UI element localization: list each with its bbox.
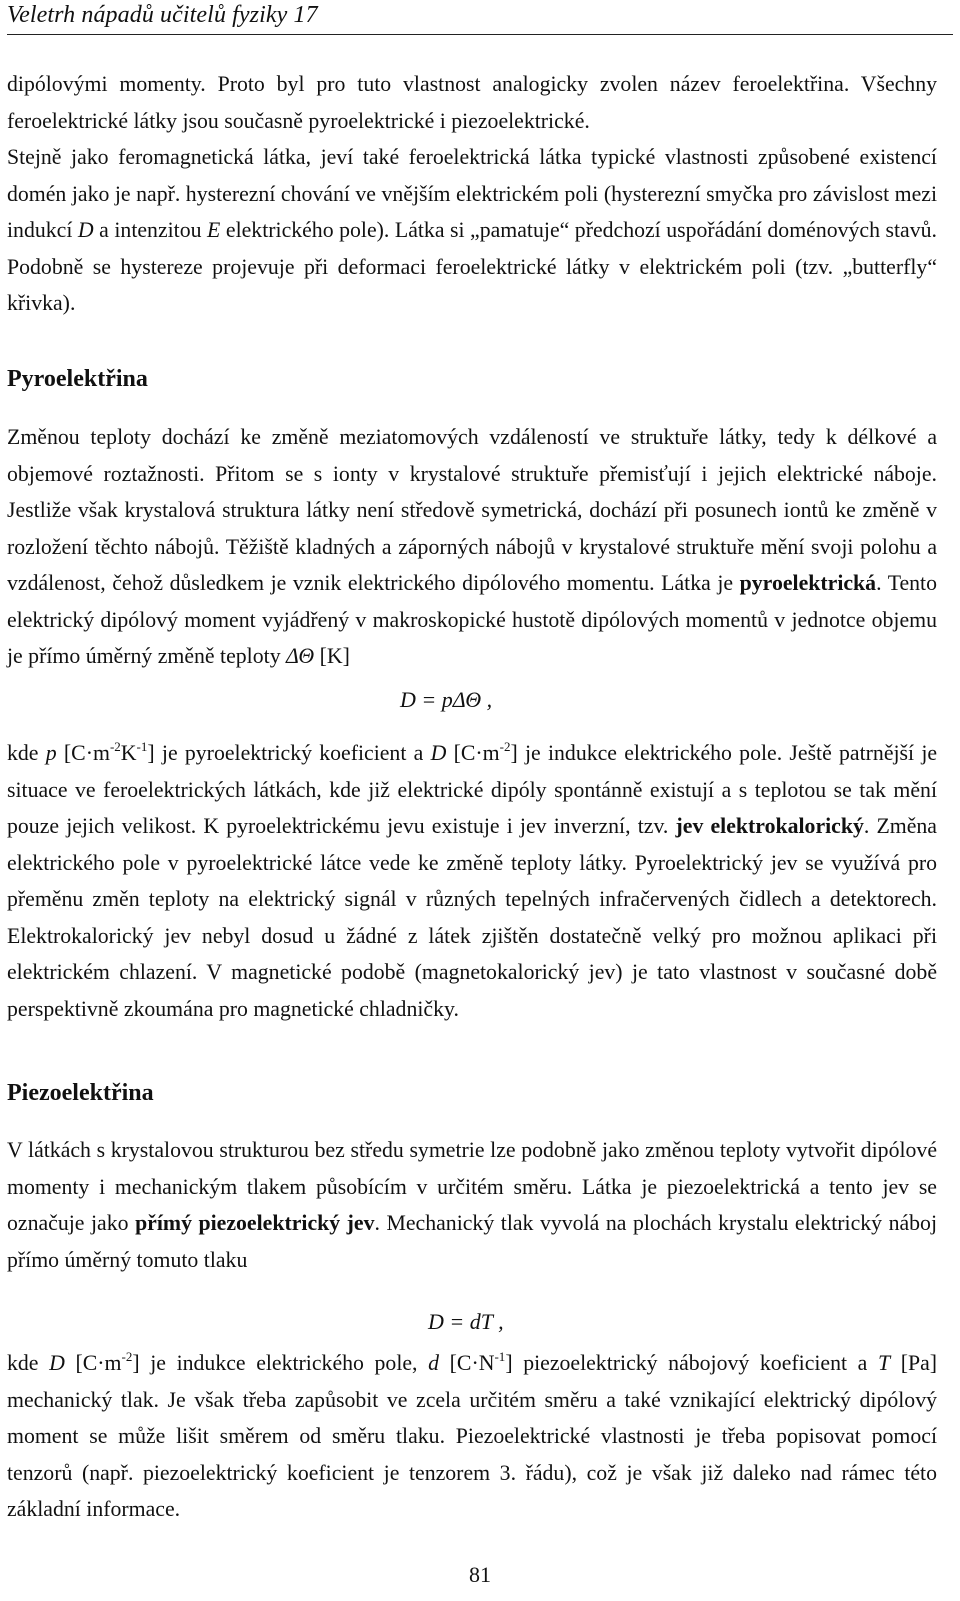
page-number: 81 [469, 1562, 491, 1587]
symbol-D: D [77, 218, 94, 242]
section-heading-piezoelektrina: Piezoelektřina [7, 1080, 154, 1106]
symbol-delta-theta: ΔΘ [286, 644, 315, 668]
running-title: Veletrh nápadů učitelů fyziky 17 [7, 2, 318, 28]
term-primy-piezoelektricky-jev: přímý piezoelektrický jev [135, 1211, 375, 1235]
intro-paragraph-1: dipólovými momenty. Proto byl pro tuto vlastnost analogicky zvolen název feroelektřina. Všechny feroelektrické látky jsou současně pyroelektrické i piezoelektrické. [7, 72, 937, 133]
piezo-paragraph-2: kde D $[C\cdot m^{-2}]$ je indukce elektrického pole, d $[C\cdot N^{-1}]$ piezoelektrický nábojový koeficient a T [Pa] mechanický tlak. Je však třeba zapůsobit ve zcela určitém směru a také vznikající elektrický dipólový moment se může lišit směrem od směru tlaku. Piezoelektrické vlastnosti je třeba popisovat pomocí tenzorů (např. piezoelektrický koeficient je tenzorem 3. řádu), což je však již daleko nad rámec této základní informace. [7, 1349, 938, 1521]
section-heading-pyroelektrina: Pyroelektřina [7, 366, 148, 392]
intro-text [7, 66, 937, 322]
equation-piezoelectric: D = dT , [428, 1309, 504, 1334]
term-jev-elektrokaloricky: jev elektrokalorický [675, 814, 864, 838]
term-pyroelektricka: pyroelektrická [739, 571, 877, 595]
intro-paragraph-2: Stejně jako feromagnetická látka, jeví také feroelektrická látka typické vlastnosti způsobené existencí domén jako je např. hysterezní chování ve vnějším elektrickém poli (hysterezní smyčka pro závislost mezi indukcí D a intenzitou E elektrického pole). Látka si „pamatuje“ předchozí uspořádání doménových stavů. Podobně se hystereze projevuje při deformaci feroelektrické látky v elektrickém poli (tzv. „butterfly“ křivka). [7, 145, 937, 315]
equation-pyroelectric: D = pΔΘ , [400, 687, 493, 712]
pyro-paragraph-2: kde p $[C\cdot m^{-2}K^{-1}]$ je pyroelektrický koeficient a D $[C\cdot m^{-2}]$ je indukce elektrického pole. Ještě patrnější je situace ve feroelektrických látkách, kde již elektrické dipóly spontánně existují a s teplotou se tak mění pouze jejich velikost. K pyroelektrickému jevu existuje i jev inverzní, tzv. jev elektrokalorický. Změna elektrického pole v pyroelektrické látce vede ke změně teploty látky. Pyroelektrický jev se využívá pro přeměnu změn teploty na elektrický signál v různých tepelných infračervených čidlech a detektorech. Elektrokalorický jev nebyl dosud u žádné z látek zjištěn dostatečně velký pro možnou aplikaci při elektrickém chlazení. V magnetické podobě (magnetokalorický jev) je tato vlastnost v současné době perspektivně zkoumána pro magnetické chladničky. [7, 739, 938, 1021]
page-header [7, 0, 953, 35]
symbol-E: E [207, 218, 221, 242]
piezo-paragraph-1: V látkách s krystalovou strukturou bez středu symetrie lze podobně jako změnou teploty vytvořit dipólové momenty i mechanickým tlakem působícím v určitém směru. Látka je piezoelektrická a tento jev se označuje jako přímý piezoelektrický jev. Mechanický tlak vyvolá na plochách krystalu elektrický náboj přímo úměrný tomuto tlaku [7, 1138, 938, 1272]
pyro-paragraph-1: Změnou teploty dochází ke změně meziatomových vzdáleností ve struktuře látky, tedy k délkové a objemové roztažnosti. Přitom se s ionty v krystalové struktuře přemisťují i jejich elektrické náboje. Jestliže však krystalová struktura látky není středově symetrická, dochází při posunech iontů ke změně v rozložení těchto nábojů. Těžiště kladných a záporných nábojů v krystalové struktuře mění svoji polohu a vzdálenost, čehož důsledkem je vznik elektrického dipólového momentu. Látka je pyroelektrická. Tento elektrický dipólový moment vyjádřený v makroskopické hustotě dipólových momentů v jednotce objemu je přímo úměrný změně teploty ΔΘ [K] [7, 425, 938, 668]
